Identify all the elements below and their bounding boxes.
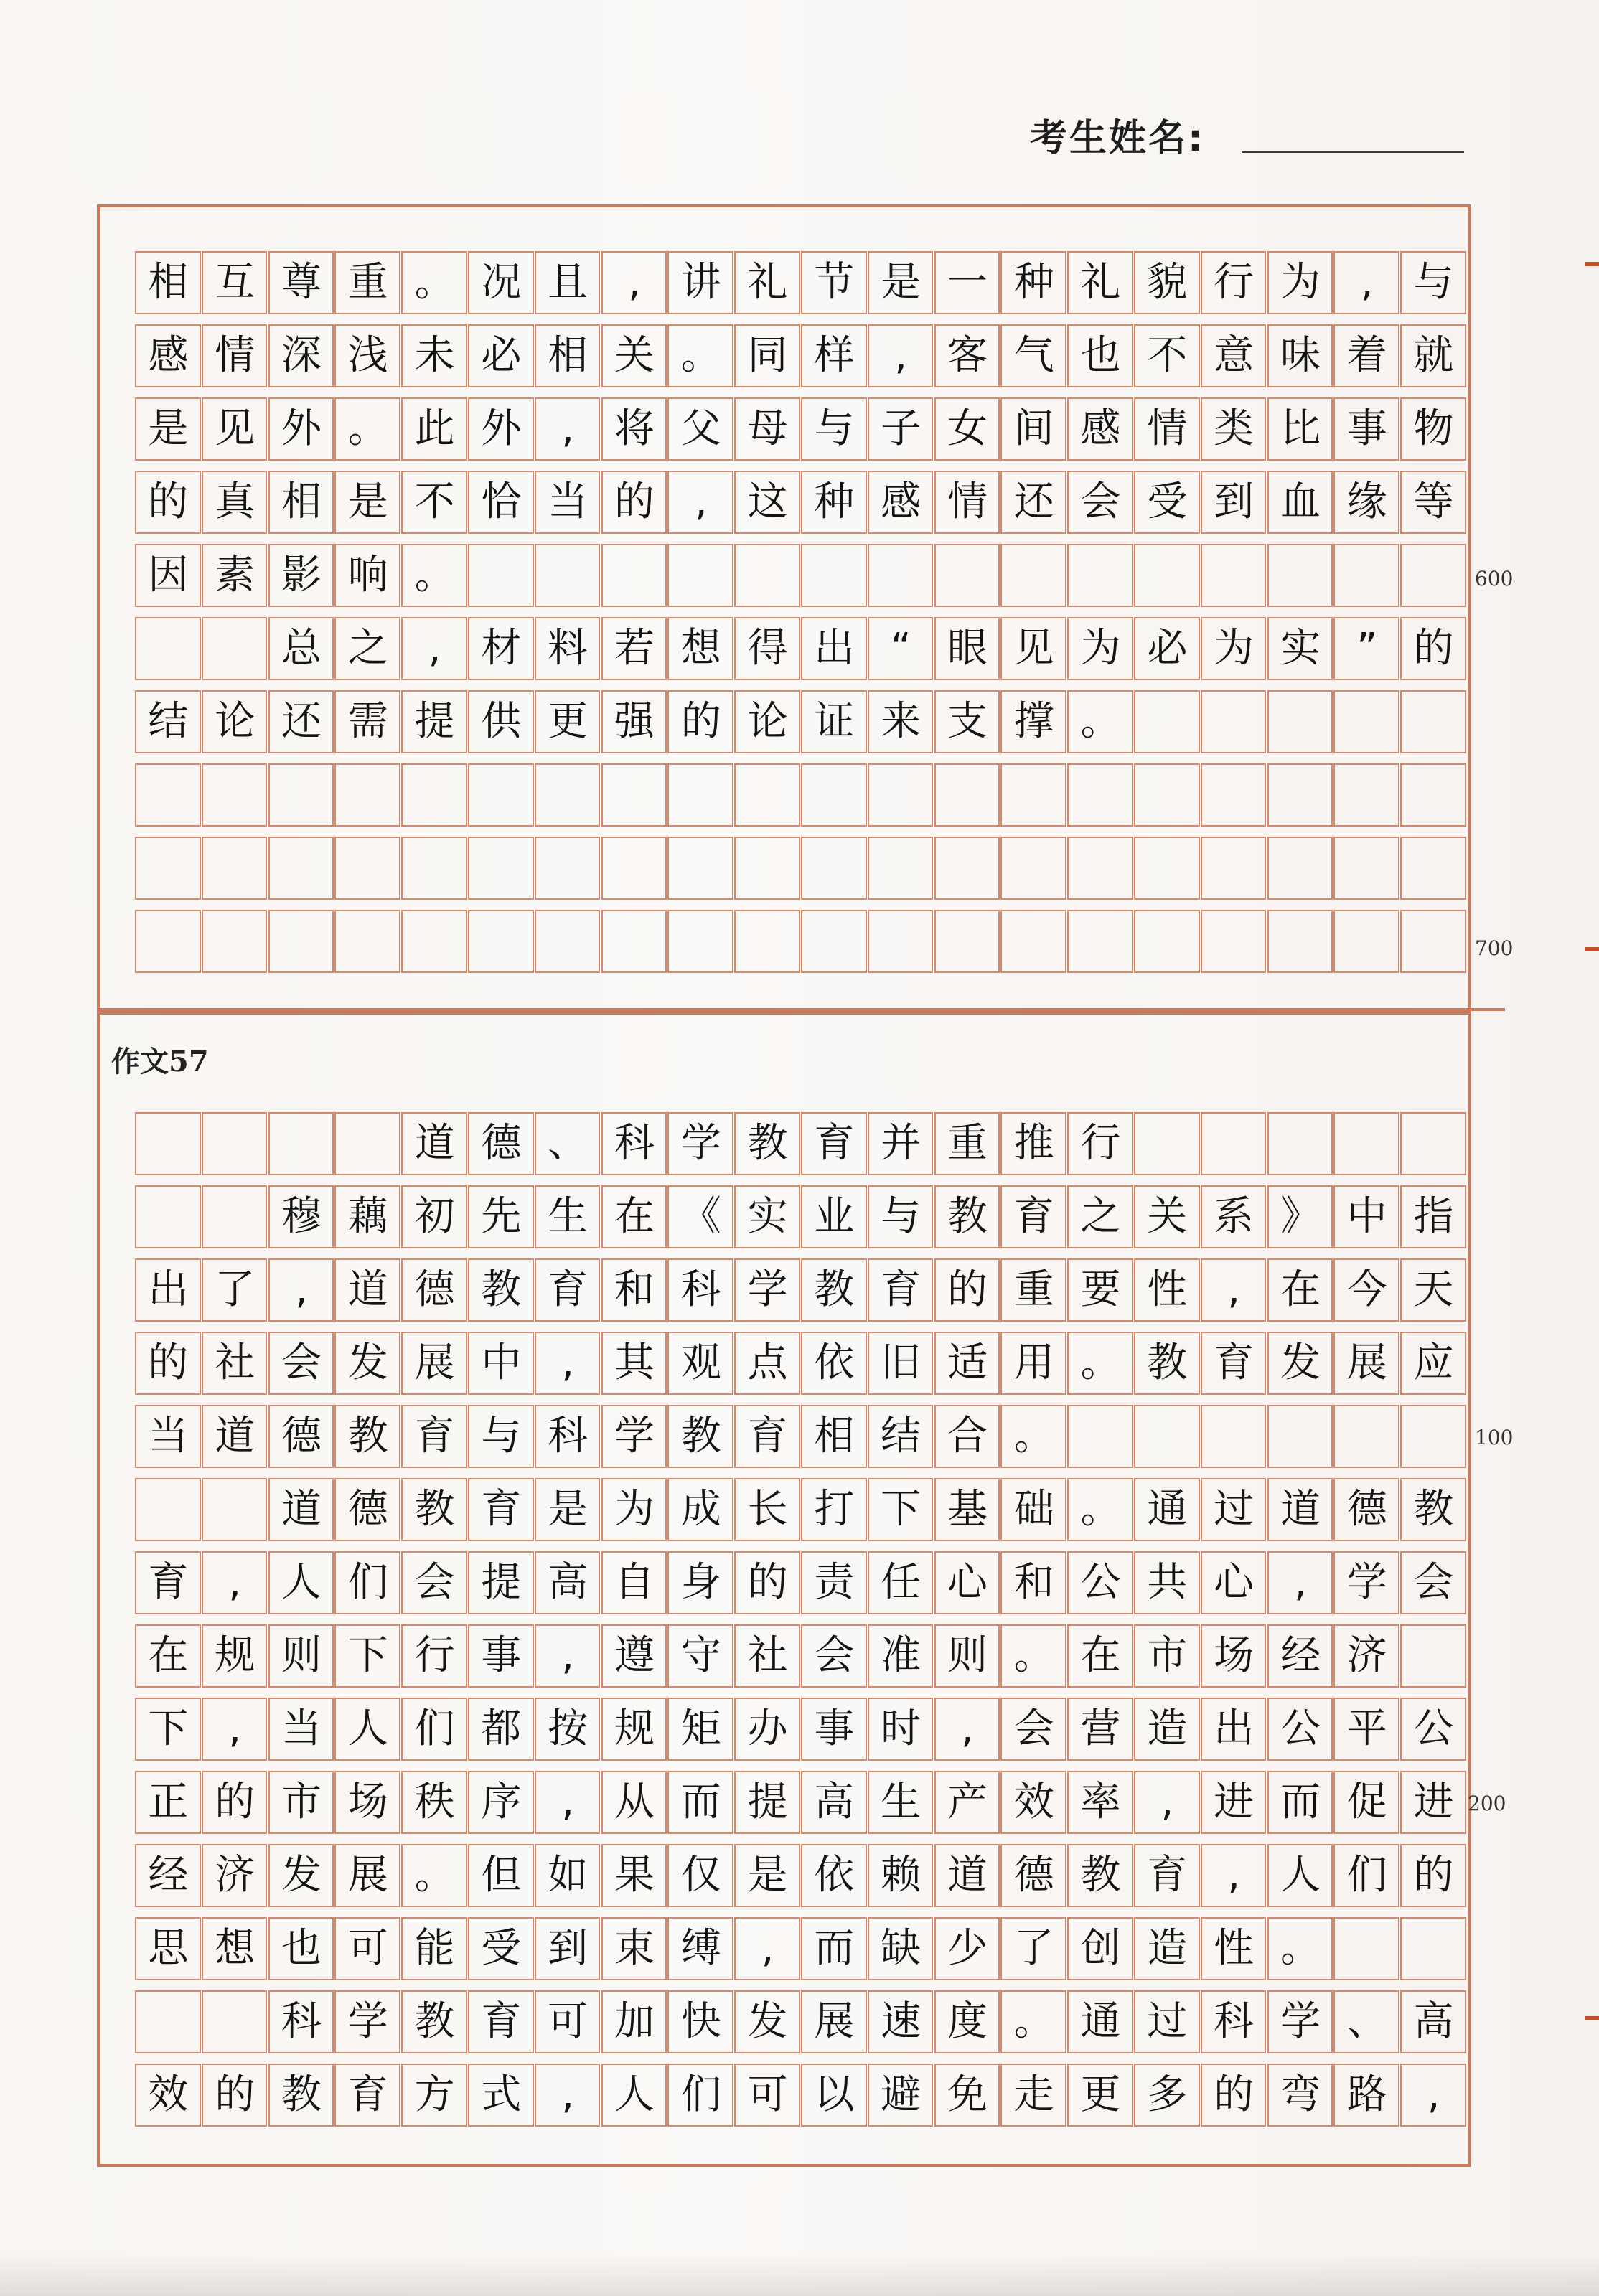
grid-row — [135, 544, 1471, 607]
grid-row — [135, 1698, 1471, 1761]
handwritten-line: 穆 藕 初 先 生 在 《 实 业 与 教 育 之 关 系 》 中 指 — [281, 1193, 1454, 1240]
grid-row — [135, 690, 1471, 753]
grid-row — [135, 2064, 1471, 2127]
handwritten-line — [135, 910, 1467, 973]
handwritten-line: 道 德 、 科 学 教 育 并 重 推 行 — [414, 1120, 1121, 1167]
grid-row — [135, 763, 1471, 827]
word-count-marker: 200 — [1468, 1792, 1506, 1815]
handwritten-line: 因 素 影 响 。 — [148, 552, 455, 598]
handwritten-line: 感 情 深 浅 未 必 相 关 。 同 样 , 客 气 也 不 意 味 着 就 — [148, 332, 1454, 379]
page-edge-mark — [1585, 2016, 1599, 2020]
handwritten-line: 在 规 则 下 行 事 , 遵 守 社 会 准 则 。 在 市 场 经 济 — [148, 1632, 1387, 1679]
grid-row — [135, 617, 1471, 680]
handwritten-line: 是 见 外 。 此 外 , 将 父 母 与 子 女 间 感 情 类 比 事 物 — [148, 405, 1454, 452]
handwritten-line: 的 社 会 发 展 中 , 其 观 点 依 旧 适 用 。 教 育 发 展 应 — [148, 1340, 1454, 1386]
grid-row — [135, 471, 1471, 534]
word-count-marker: 600 — [1475, 567, 1514, 591]
grid-row — [135, 397, 1471, 461]
handwritten-line: 经 济 发 展 。 但 如 果 仅 是 依 赖 道 德 教 育 , 人 们 的 — [148, 1852, 1454, 1899]
student-name-label: 考生姓名: — [1030, 117, 1205, 160]
handwritten-line — [135, 763, 1467, 827]
grid-row — [135, 1258, 1471, 1322]
handwritten-line: 当 道 德 教 育 与 科 学 教 育 相 结 合 。 — [148, 1413, 1054, 1459]
grid-row — [135, 1185, 1471, 1248]
handwritten-line: 科 学 教 育 可 加 快 发 展 速 度 。 通 过 科 学 、 高 — [281, 1998, 1454, 2045]
handwritten-line: 总 之 , 材 料 若 想 得 出 “ 眼 见 为 必 为 实 ” 的 — [281, 625, 1454, 672]
grid-row — [135, 1112, 1471, 1175]
grid-row — [135, 324, 1471, 387]
handwritten-line: 出 了 , 道 德 教 育 和 科 学 教 育 的 重 要 性 , 在 今 天 — [148, 1266, 1454, 1313]
grid-row — [135, 1990, 1471, 2053]
section-divider — [97, 1008, 1505, 1011]
handwritten-line: 思 想 也 可 能 受 到 束 缚 , 而 缺 少 了 创 造 性 。 — [148, 1925, 1321, 1972]
handwritten-line: 效 的 教 育 方 式 , 人 们 可 以 避 免 走 更 多 的 弯 路 , — [148, 2071, 1440, 2118]
grid-row — [135, 1624, 1471, 1688]
grid-row — [135, 910, 1471, 973]
handwritten-line: 正 的 市 场 秩 序 , 从 而 提 高 生 产 效 率 , 进 而 促 进 — [148, 1779, 1454, 1825]
grid-row — [135, 1478, 1471, 1541]
grid-row — [135, 1405, 1471, 1468]
handwritten-line: 结 论 还 需 提 供 更 强 的 论 证 来 支 撑 。 — [148, 698, 1121, 745]
handwritten-line: 道 德 教 育 是 为 成 长 打 下 基 础 。 通 过 道 德 教 — [281, 1486, 1454, 1533]
page-edge-mark — [1585, 947, 1599, 951]
handwritten-line: 相 互 尊 重 。 况 且 , 讲 礼 节 是 一 种 礼 貌 行 为 , 与 — [148, 259, 1454, 306]
essay-number-label: 作文57 — [111, 1045, 209, 1078]
student-name-field[interactable] — [1242, 151, 1464, 153]
grid-row — [135, 837, 1471, 900]
grid-row — [135, 1332, 1471, 1395]
grid-row — [135, 251, 1471, 314]
word-count-marker: 100 — [1475, 1426, 1514, 1449]
handwritten-line: 下 , 当 人 们 都 按 规 矩 办 事 时 , 会 营 造 出 公 平 公 — [148, 1705, 1454, 1752]
handwritten-line: 的 真 相 是 不 恰 当 的 , 这 种 感 情 还 会 受 到 血 缘 等 — [148, 479, 1454, 525]
grid-row — [135, 1917, 1471, 1980]
handwritten-line: 育 , 人 们 会 提 高 自 身 的 责 任 心 和 公 共 心 , 学 会 — [148, 1559, 1454, 1606]
page-edge-mark — [1585, 262, 1599, 266]
word-count-marker: 700 — [1475, 936, 1514, 960]
grid-row — [135, 1844, 1471, 1907]
grid-row — [135, 1771, 1471, 1834]
handwritten-line — [135, 837, 1467, 900]
grid-row — [135, 1551, 1471, 1614]
